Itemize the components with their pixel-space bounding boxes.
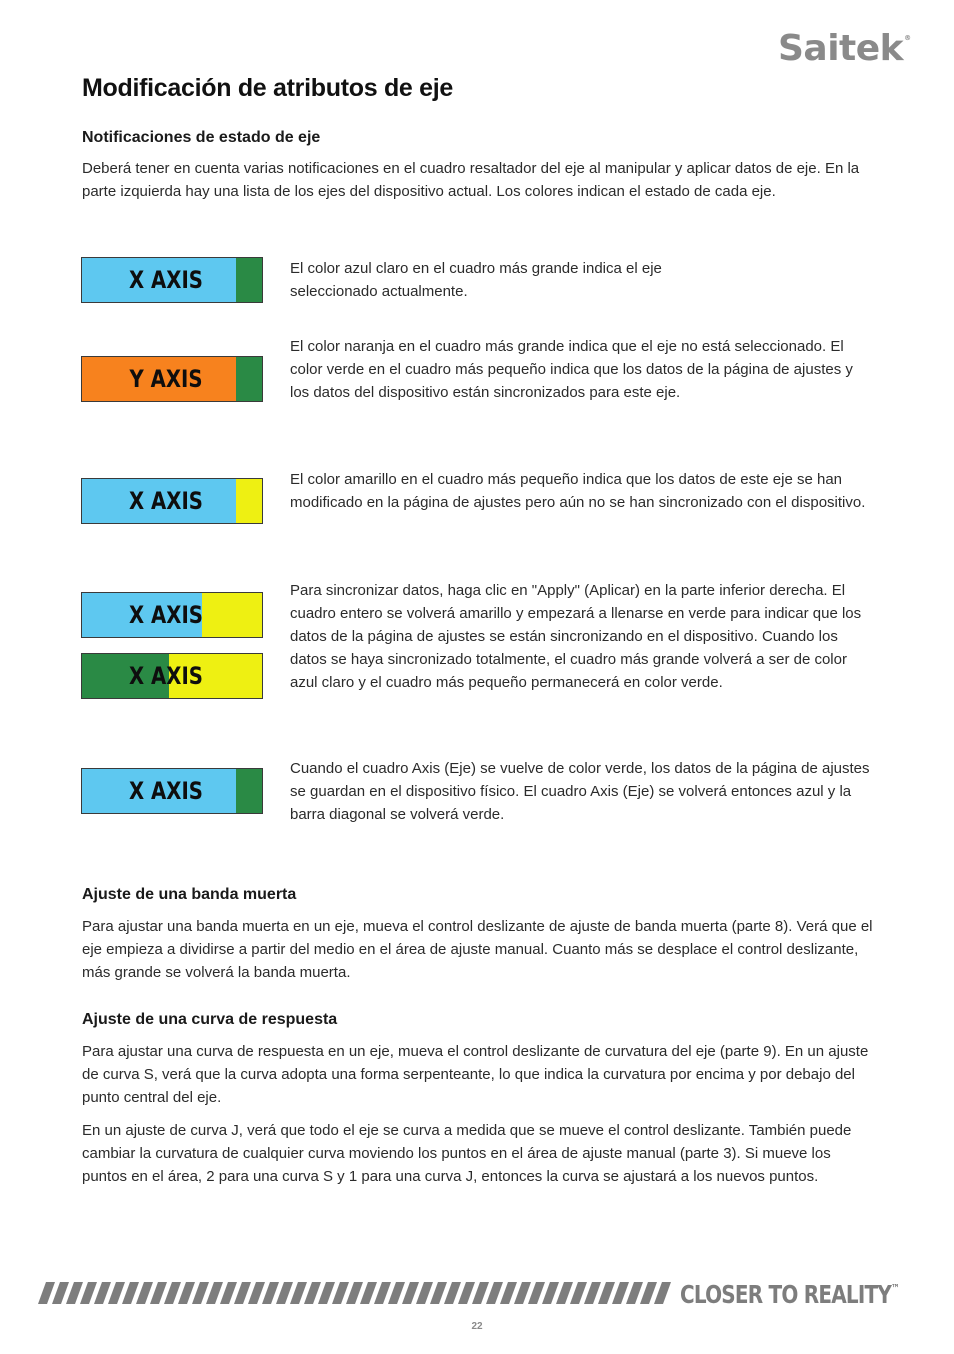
- sync-indicator: [236, 769, 262, 813]
- section-heading-deadband: Ajuste de una banda muerta: [82, 886, 297, 903]
- axis-label: X AXIS: [129, 601, 203, 629]
- section-heading-response-curve: Ajuste de una curva de respuesta: [82, 1011, 338, 1028]
- axis-box-modified: [81, 478, 263, 524]
- axis-label: X AXIS: [129, 487, 203, 515]
- axis-status-description: El color naranja en el cuadro más grande indica que el eje no está seleccionado. El color verde en el cuadro más pequeño indica que los datos de la página de ajustes y los datos del dispositivo están sincronizados para este eje.: [290, 338, 853, 401]
- response-curve-text-2: En un ajuste de curva J, verá que todo el eje se curva a medida que se mueve el control deslizante. También puede cambiar la curvatura de cualquier curva moviendo los puntos en el área de ajuste manual (parte 3). Si mueve los puntos en el área, 2 para una curva S y 1 para una curva J, entonces la curva se ajustará a los nuevos puntos.: [82, 1122, 852, 1185]
- page-number: 22: [471, 1321, 483, 1332]
- axis-status-description: Cuando el cuadro Axis (Eje) se vuelve de color verde, los datos de la página de ajustes se guardan en el dispositivo físico. El cuadro Axis (Eje) se volverá entonces azul y la barra diagonal se volverá verde.: [290, 760, 870, 823]
- axis-status-description: El color azul claro en el cuadro más grande indica el eje seleccionado actualmente.: [290, 260, 662, 300]
- saitek-logo: Saitek®: [778, 28, 911, 69]
- sync-indicator: [236, 357, 262, 401]
- footer-tagline: CLOSER TO REALITY™: [680, 1280, 899, 1309]
- section-intro: Deberá tener en cuenta varias notificaciones en el cuadro resaltador del eje al manipular y aplicar datos de eje. En la parte izquierda hay una lista de los ejes del dispositivo actual. Los colores indican el estado de cada eje.: [82, 160, 860, 200]
- axis-box-syncing: [81, 653, 263, 699]
- axis-label: Y AXIS: [129, 365, 203, 393]
- section-heading-axis-status: Notificaciones de estado de eje: [82, 129, 321, 146]
- axis-status-description: El color amarillo en el cuadro más pequeño indica que los datos de este eje se han modificado en la página de ajustes pero aún no se han sincronizado con el dispositivo.: [290, 471, 866, 511]
- axis-label: X AXIS: [129, 662, 203, 690]
- page-title: Modificación de atributos de eje: [82, 74, 454, 102]
- axis-box-saved: [81, 768, 263, 814]
- axis-label: X AXIS: [129, 266, 203, 294]
- axis-box-applying: [81, 592, 263, 638]
- response-curve-text-1: Para ajustar una curva de respuesta en un eje, mueva el control deslizante de curvatura del eje (parte 9). En un ajuste de curva S, verá que la curva adopta una forma serpenteante, lo que indica la curvatura por encima y por debajo del punto central del eje.: [82, 1043, 869, 1106]
- axis-box-unselected: [81, 356, 263, 402]
- modified-indicator: [236, 479, 262, 523]
- deadband-text: Para ajustar una banda muerta en un eje, mueva el control deslizante de ajuste de banda muerta (parte 8). Verá que el eje empieza a dividirse a partir del medio en el área de ajuste manual. Cuanto más se desplace el control deslizante, más grande se volverá la banda muerta.: [82, 918, 873, 981]
- axis-status-description: Para sincronizar datos, haga clic en "Apply" (Aplicar) en la parte inferior derecha. El cuadro entero se volverá amarillo y empezará a llenarse en verde para indicar que los datos de la página de ajustes se están sincronizando en el dispositivo. Cuando los datos se haya sincronizado totalmente, el cuadro más grande volverá a ser de color azul claro y el cuadro más pequeño permanecerá en color verde.: [290, 582, 862, 691]
- sync-indicator: [236, 258, 262, 302]
- footer-stripes: [38, 1280, 678, 1306]
- axis-box-selected: [81, 257, 263, 303]
- axis-label: X AXIS: [129, 777, 203, 805]
